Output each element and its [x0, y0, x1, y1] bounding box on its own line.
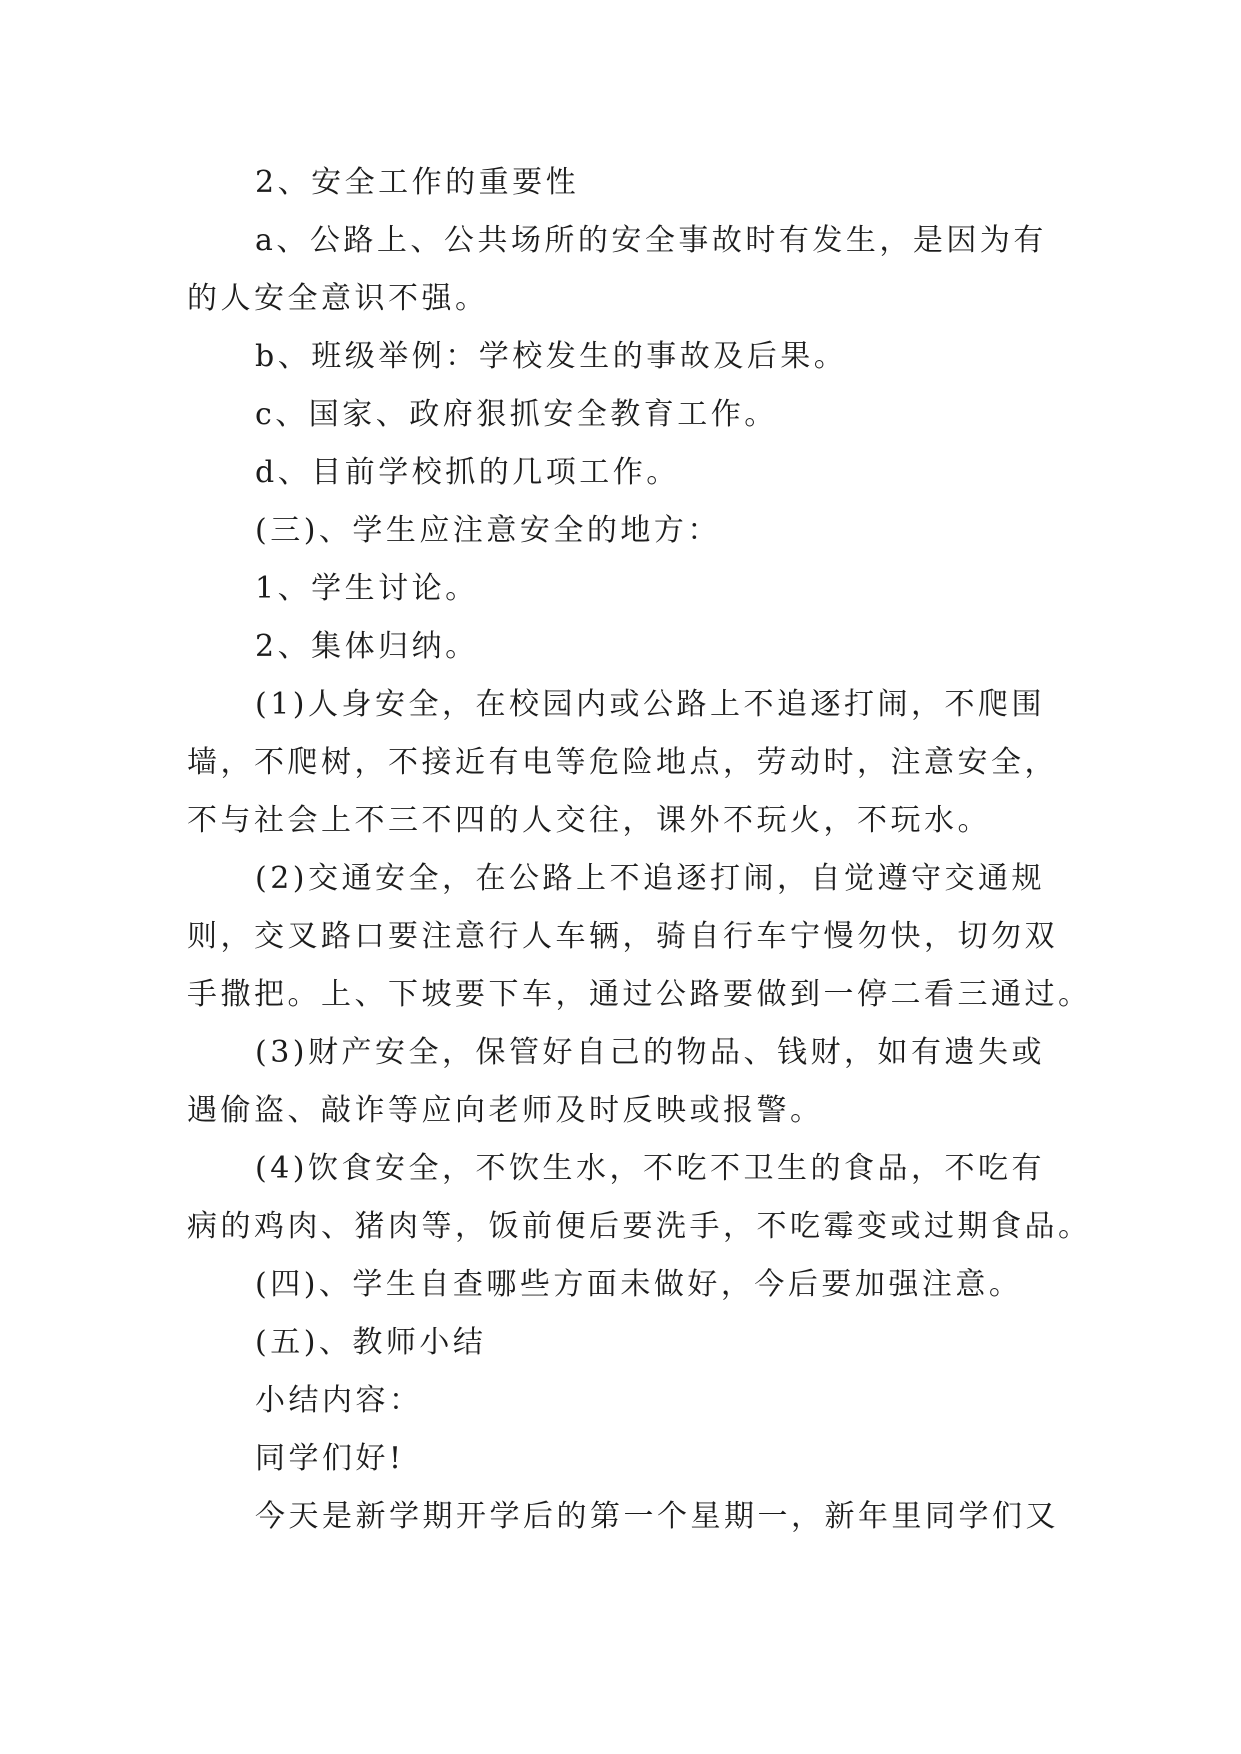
summary-content-label: 小结内容：: [255, 1383, 423, 1418]
property-safety-line-2: 遇偷盗、敲诈等应向老师及时反映或报警。: [187, 1093, 824, 1128]
paragraph-d: d、目前学校抓的几项工作。: [255, 455, 680, 490]
food-safety-line-2: 病的鸡肉、猪肉等，饭前便后要洗手，不吃霉变或过期食品。: [187, 1209, 1092, 1244]
personal-safety-line-2: 墙，不爬树，不接近有电等危险地点，劳动时，注意安全，: [187, 745, 1058, 780]
personal-safety-line-1: (1)人身安全，在校园内或公路上不追逐打闹，不爬围: [255, 687, 1045, 722]
paragraph-a-line-2: 的人安全意识不强。: [187, 281, 489, 316]
paragraph-b: b、班级举例：学校发生的事故及后果。: [255, 339, 848, 374]
paragraph-a-line-1: a、公路上、公共场所的安全事故时有发生，是因为有: [255, 223, 1047, 258]
item-summary: 2、集体归纳。: [255, 629, 479, 664]
paragraph-c: c、国家、政府狠抓安全教育工作。: [255, 397, 778, 432]
food-safety-line-1: (4)饮食安全，不饮生水，不吃不卫生的食品，不吃有: [255, 1151, 1045, 1186]
section-5-heading: (五)、教师小结: [255, 1325, 487, 1360]
section-3-heading: (三)、学生应注意安全的地方：: [255, 513, 721, 548]
greeting: 同学们好!: [255, 1441, 405, 1476]
traffic-safety-line-2: 则，交叉路口要注意行人车辆，骑自行车宁慢勿快，切勿双: [187, 919, 1058, 954]
property-safety-line-1: (3)财产安全，保管好自己的物品、钱财，如有遗失或: [255, 1035, 1045, 1070]
traffic-safety-line-3: 手撒把。上、下坡要下车，通过公路要做到一停二看三通过。: [187, 977, 1092, 1012]
closing-paragraph-line-1: 今天是新学期开学后的第一个星期一，新年里同学们又: [255, 1499, 1059, 1534]
section-4-heading: (四)、学生自查哪些方面未做好，今后要加强注意。: [255, 1267, 1023, 1302]
personal-safety-line-3: 不与社会上不三不四的人交往，课外不玩火，不玩水。: [187, 803, 991, 838]
traffic-safety-line-1: (2)交通安全，在公路上不追逐打闹，自觉遵守交通规: [255, 861, 1045, 896]
item-discussion: 1、学生讨论。: [255, 571, 479, 606]
heading-importance: 2、安全工作的重要性: [255, 165, 580, 200]
